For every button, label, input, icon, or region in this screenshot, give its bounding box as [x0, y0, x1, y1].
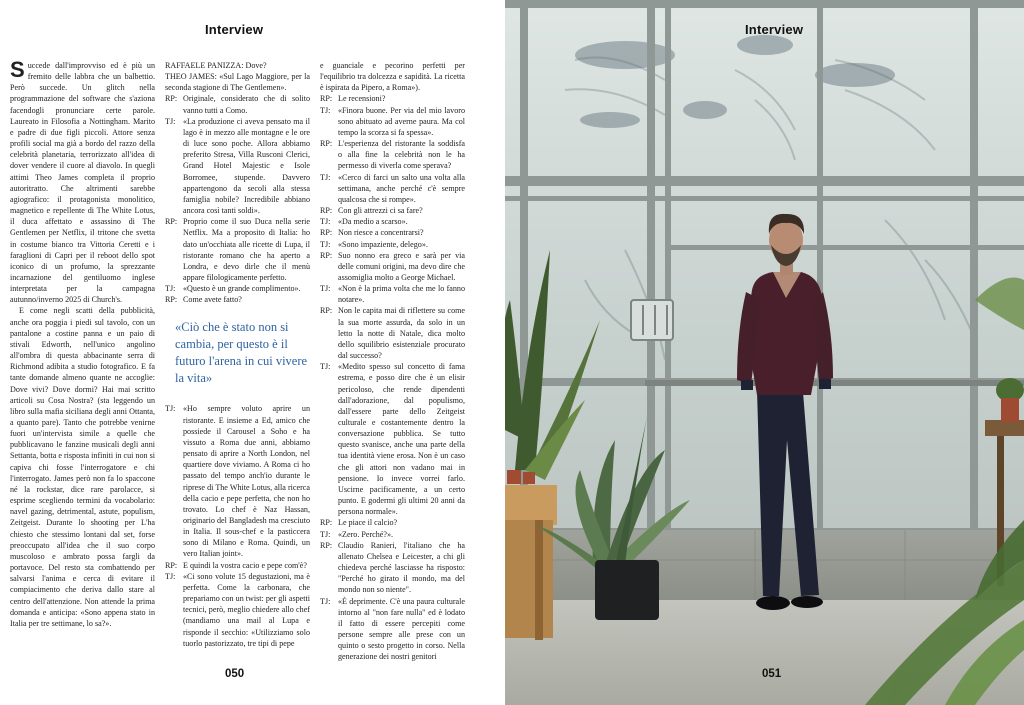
qa-line — [320, 517, 465, 528]
qa-line — [320, 540, 465, 596]
qa-line — [320, 596, 465, 663]
speaker-tag: TJ: — [320, 105, 331, 115]
page-number-left: 050 — [225, 668, 245, 680]
speaker-tag: RP: — [165, 217, 178, 227]
left-page — [0, 0, 505, 705]
qa-text: «Zero. Perché?». — [338, 529, 394, 539]
qa-text: «Sono impaziente, delego». — [338, 239, 428, 249]
pipe — [645, 380, 1024, 386]
qa-text: L'esperienza del ristorante la soddisfa o alla fine la celebrità non le ha permesso di viverla come sperava? — [338, 139, 465, 171]
page-number-right: 051 — [762, 668, 782, 680]
qa-text: «Non è la prima volta che me lo fanno notare». — [338, 284, 465, 305]
body-paragraph: E come negli scatti della pubblicità, anche ora poggia i piedi sul tavolo, con un pantalone a costine panna e un paio di stivali Edworth, nell'unico angolino all'ombra di questa abbacinante serra di Richmond adibita a studio fotografico. E fa tante domande almeno quante ne accoglie: Dove vivi? Dove dormi? Hai mai scritto articoli su Cosa Nostra? (sta leggendo un libro sulla mafia siciliana degli anni Ottanta, a quanto pare). Tanto che potrebbe venirne fuori un'intervista simile a quelle che pubblicavano le fanzine musicali degli anni Settanta, botta e risposta infiniti in cui non si capiva chi fosse l'interrogatore e chi l'interrogato. James però non fa lo spaccone né la rockstar, dice rare parolacce, si esprime scegliendo termini da vocabolario: navel gazing, detrimental, astute, populism, Zeitgeist. Durante lo shooting per L'ha chiesto che stessimo lontani dal set, forse preoccupato all'idea che il suo corpo muscoloso e ambrato possa fargli da portavoce. Del resto sta combattendo per salvarsi l'anima e cerca di evitare il compiacimento che deriva dallo stare al centro dell'attenzione. Non attende la prima domanda e anticipa: «Sono appena stato in Italia per tre settimane, lo sa?». — [10, 306, 155, 628]
article-column-1 — [10, 57, 155, 629]
speaker-tag: TJ: — [320, 529, 331, 539]
qa-line — [320, 93, 465, 104]
pull-quote: «Ciò che è stato non si cambia, per questo è il futuro l'arena in cui vivere la vita» — [175, 320, 308, 386]
speaker-tag: TJ: — [165, 116, 176, 126]
qa-line — [320, 529, 465, 540]
qa-text: Con gli attrezzi ci sa fare? — [338, 206, 423, 216]
speaker-tag: RP: — [165, 560, 178, 570]
qa-text: «Questo è un grande complimento». — [183, 284, 301, 294]
qa-line — [165, 116, 310, 216]
qa-line — [320, 172, 465, 205]
qa-text: Le recensioni? — [338, 94, 386, 104]
qa-text: e guanciale e pecorino perfetti per l'equilibrio tra dolcezza e sapidità. La ricetta è ispirata da Pipero, a Roma»). — [320, 61, 465, 93]
qa-line — [320, 105, 465, 138]
qa-line — [165, 60, 310, 71]
qa-text: Proprio come il suo Duca nella serie Netflix. Ma a proposito di Italia: ho dato un'occhiata alle ricette di Lupa, il ristorante romano che ha aperto a Londra, e devo dirle che il menù appare filologicamente perfetto. — [183, 217, 310, 282]
speaker-tag: TJ: — [320, 239, 331, 249]
qa-line — [320, 361, 465, 517]
qa-line — [320, 239, 465, 250]
greenhouse-photo — [505, 0, 1024, 705]
qa-text: Claudio Ranieri, l'italiano che ha allenato Chelsea e Leicester, a chi gli chiedeva perché lasciasse ha risposto: "Perché ho girato il mondo, ma del mondo non so niente". — [338, 540, 465, 595]
qa-text: «Medito spesso sul concetto di fama estrema, e posso dire che è un elisir pericoloso, che rende dipendenti dall'adorazione, dal populismo, dall'essere parte dello Zeitgeist culturale e costantemente dentro la conversazione pubblica. Se tutto questo svanisce, anche una parte della tua identità viene erosa. Non è un caso che gli attori non vadano mai in pensione. Io invece vorrei farlo. Uscirne pacificamente, a un certo punto. E godermi gli ultimi 20 anni da persona normale». — [338, 362, 465, 517]
qa-text: THEO JAMES: «Sul Lago Maggiore, per la seconda stagione di The Gentlemen». — [165, 72, 310, 93]
qa-text: «È deprimente. C'è una paura culturale intorno al "non fare nulla" ed è lodato il fatto di essere percepiti come persone sempre alle prese con un quinto o sesto progetto in corso. Nella generazione dei nostri genitori — [338, 596, 465, 662]
qa-text: Suo nonno era greco e sarà per via delle comuni origini, ma devo dire che assomiglia molto a George Michael. — [338, 250, 465, 282]
qa-line — [165, 560, 310, 571]
speaker-tag: TJ: — [320, 217, 331, 227]
qa-line — [320, 216, 465, 227]
qa-line — [320, 60, 465, 93]
speaker-tag: TJ: — [320, 362, 331, 372]
qa-line — [165, 93, 310, 115]
qa-text: «Ci sono volute 15 degustazioni, ma è perfetta. Come la carbonara, che prepariamo con un twist: per gli aspetti tecnici, però, meglio chiedere allo chef (mandiamo una mail al Lupa e risponde il secchio: «Utilizziamo solo tuorlo pastorizzato, tre tipi di pepe — [183, 571, 310, 648]
qa-text: Come avete fatto? — [183, 295, 242, 305]
qa-line — [165, 403, 310, 559]
speaker-tag: TJ: — [320, 284, 331, 294]
speaker-tag: RP: — [320, 94, 333, 104]
drop-cap: S — [10, 57, 25, 82]
section-label-right: Interview — [745, 22, 804, 37]
qa-line — [165, 71, 310, 93]
qa-text: E quindi la vostra cacio e pepe com'è? — [183, 560, 307, 570]
qa-text: Non le capita mai di riflettere su come la sua morte assurda, da solo in un letto la notte di Natale, dica molto dello squilibrio esistenziale procurato dal successo? — [338, 306, 465, 361]
qa-text: «Cerco di farci un salto una volta alla settimana, anche perché c'è sempre qualcosa che si rompe». — [338, 172, 465, 204]
qa-text: «Finora buone. Per via del mio lavoro sono abituato ad averne paura. Ma col tempo la scorza si fa spessa». — [338, 105, 465, 137]
speaker-tag: TJ: — [165, 404, 176, 414]
qa-text: Le piace il calcio? — [338, 518, 398, 528]
qa-text: RAFFAELE PANIZZA: Dove? — [165, 61, 267, 70]
qa-text: «La produzione ci aveva pensato ma il lago è in mezzo alle montagne e le ore di luce sono poche. Allora abbiamo preferito Stresa, Villa Rusconi Clerici, Grand Hotel Majestic e Isole Borromee, stupende. Davvero appartengono da secoli alla stessa famiglia nobile? Incredibile abbiano ancora così tanti soldi». — [183, 116, 310, 216]
terracotta-pots — [507, 470, 535, 484]
qa-text: «Ho sempre voluto aprire un ristorante. E insieme a Ed, amico che possiede il Carousel a Soho e ha vissuto a Roma due anni, abbiamo pensato di aprire a North London, nel quartiere dove viviamo. A Roma ci ho passato del tempo anch'io durante le riprese di The White Lotus, alla ricerca della cacio e pepe perfetta, che non ho trovato. Lo chef è Naz Hassan, originario del Bangladesh ma cresciuto in Italia. Il sous-chef e la pasticcera sono di Milano e Roma. Quindi, un vero Italian joint». — [183, 404, 310, 559]
qa-line — [320, 250, 465, 283]
speaker-tag: TJ: — [320, 596, 331, 606]
speaker-tag: TJ: — [165, 571, 176, 581]
qa-line — [165, 283, 310, 294]
article-column-2 — [165, 60, 310, 649]
qa-text: «Da medio a scarso». — [338, 217, 408, 227]
qa-block-bottom — [165, 403, 310, 648]
speaker-tag: TJ: — [320, 172, 331, 182]
qa-line — [320, 138, 465, 171]
qa-line — [165, 216, 310, 283]
speaker-tag: RP: — [320, 139, 333, 149]
intro-paragraph: Succede dall'improvviso ed è più un fremito delle labbra che un balbettio. Però succede. Un glitch nella programmazione del software che s'aziona facendogli pronunciare certe parole. Laureato in Filosofia a Nottingham. Marito e padre di due figli piccoli. Attore senza profili social ma già a bordo del razzo della celebrità planetaria, terrorizzato all'idea di dover vendere il cuore al diavolo. In quegli attimi Theo James completa il proprio autoritratto. Che altrimenti sarebbe agiografico: il protagonista monolitico, magnetico e repellente di The White Lotus, il duca affettato e assassino di The Gentlemen per Netflix, il tritone che svetta in costume bianco tra Vittoria Ceretti e i faraglioni di Capri per il reboot dello spot iconico di un profumo, la sprezzante incarnazione del gentiluomo inglese interpretata per la campagna autunno/inverno 2025 di Church's. — [10, 57, 155, 305]
qa-line — [320, 205, 465, 216]
speaker-tag: RP: — [165, 295, 178, 305]
qa-line — [320, 305, 465, 361]
section-label-left: Interview — [205, 22, 264, 37]
wooden-bench-left — [505, 485, 557, 640]
speaker-tag: RP: — [320, 206, 333, 216]
qa-line — [165, 294, 310, 305]
qa-text: Non riesce a concentrarsi? — [338, 228, 424, 238]
speaker-tag: TJ: — [165, 284, 176, 294]
vent-box — [631, 300, 673, 340]
right-page-photo — [505, 0, 1024, 705]
speaker-tag: RP: — [165, 94, 178, 104]
qa-line — [320, 227, 465, 238]
speaker-tag: RP: — [320, 518, 333, 528]
qa-line — [320, 283, 465, 305]
qa-line — [165, 571, 310, 649]
article-column-3 — [320, 60, 465, 662]
speaker-tag: RP: — [320, 306, 333, 316]
speaker-tag: RP: — [320, 228, 333, 238]
speaker-tag: RP: — [320, 540, 333, 550]
qa-block-top — [165, 60, 310, 305]
qa-text: Originale, considerato che di solito vanno tutti a Como. — [183, 94, 310, 115]
speaker-tag: RP: — [320, 250, 333, 260]
